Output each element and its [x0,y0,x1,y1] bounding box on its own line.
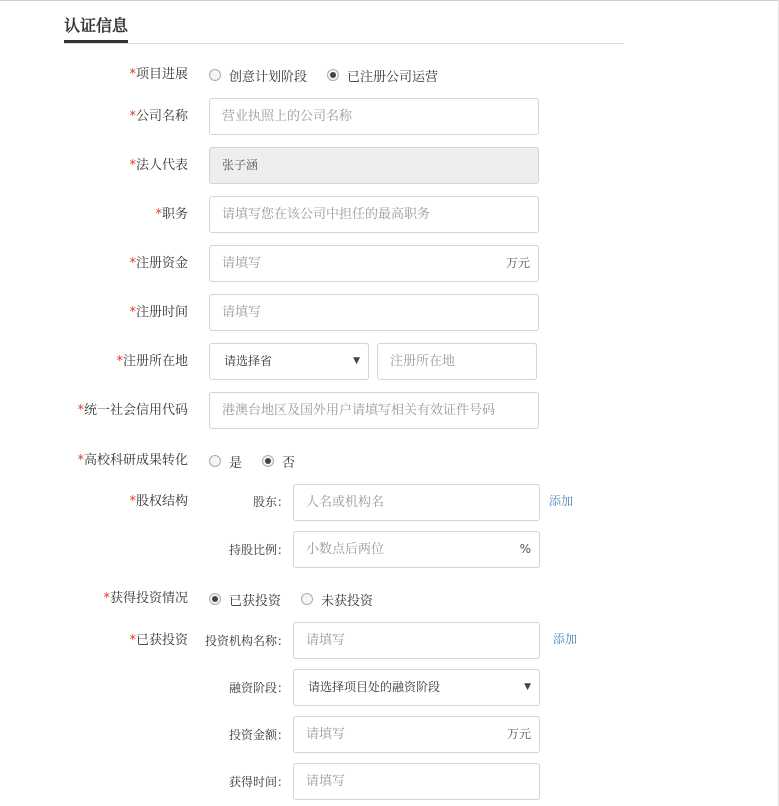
position-label: *职务 [155,207,188,222]
radio-checked-icon[interactable] [262,455,274,467]
capital-input[interactable]: 请填写 万元 [209,245,539,282]
progress-option-idea[interactable]: 创意计划阶段 [209,66,307,85]
amount-unit: 万元 [506,727,531,741]
reg-location-input[interactable]: 注册所在地 [377,343,537,380]
credit-code-input[interactable]: 港澳台地区及国外用户请填写相关有效证件号码 [209,392,539,429]
shareholder-label: 股东： [252,495,289,509]
reg-time-label: *注册时间 [129,305,188,320]
equity-label: *股权结构 [129,494,188,509]
stage-select[interactable]: 请选择项目处的融资阶段 ▼ [293,669,540,706]
legal-rep-field: 张子涵 [209,147,539,184]
amount-input[interactable]: 请填写 万元 [293,716,540,753]
investment-option-yes[interactable]: 已获投资 [209,590,281,609]
title-divider [64,43,624,44]
university-option-no[interactable]: 否 [262,452,295,471]
ratio-unit: % [519,542,531,556]
investment-label: *已获投资 [129,633,188,648]
top-border [0,0,779,1]
reg-time-input[interactable]: 请填写 [209,294,539,331]
radio-icon[interactable] [209,455,221,467]
org-label: 投资机构名称： [204,634,289,648]
amount-label: 投资金额： [228,728,289,742]
capital-unit: 万元 [505,256,530,270]
reg-location-label: *注册所在地 [116,354,188,369]
investment-status-label: *获得投资情况 [103,591,188,606]
company-name-input[interactable]: 营业执照上的公司名称 [209,98,539,135]
progress-radio-group [209,65,458,85]
position-input[interactable]: 请填写您在该公司中担任的最高职务 [209,196,539,233]
university-radio-group [209,451,315,471]
add-investment-link[interactable]: 添加 [553,632,578,646]
shareholder-input[interactable]: 人名或机构名 [293,484,540,521]
university-label: *高校科研成果转化 [77,453,188,468]
time-input[interactable]: 请填写 [293,763,540,800]
ratio-input[interactable]: 小数点后两位 % [293,531,540,568]
credit-code-label: *统一社会信用代码 [77,403,188,418]
section-title: 认证信息 [64,16,129,35]
radio-checked-icon[interactable] [327,69,339,81]
caret-down-icon: ▼ [524,682,531,692]
add-shareholder-link[interactable]: 添加 [549,494,574,508]
radio-icon[interactable] [209,69,221,81]
investment-status-radio-group [209,589,393,609]
province-select[interactable]: 请选择省 ▼ [209,343,369,380]
time-label: 获得时间： [228,775,289,789]
radio-icon[interactable] [301,593,313,605]
university-option-yes[interactable]: 是 [209,452,242,471]
investment-option-no[interactable]: 未获投资 [301,590,373,609]
org-input[interactable]: 请填写 [293,622,540,659]
ratio-label: 持股比例： [228,543,289,557]
caret-down-icon: ▼ [353,356,360,366]
company-name-label: *公司名称 [129,109,188,124]
progress-label: *项目进展 [129,67,188,82]
radio-checked-icon[interactable] [209,593,221,605]
capital-label: *注册资金 [129,256,188,271]
progress-option-registered[interactable]: 已注册公司运营 [327,66,438,85]
legal-rep-label: *法人代表 [129,158,188,173]
stage-label: 融资阶段： [228,681,289,695]
